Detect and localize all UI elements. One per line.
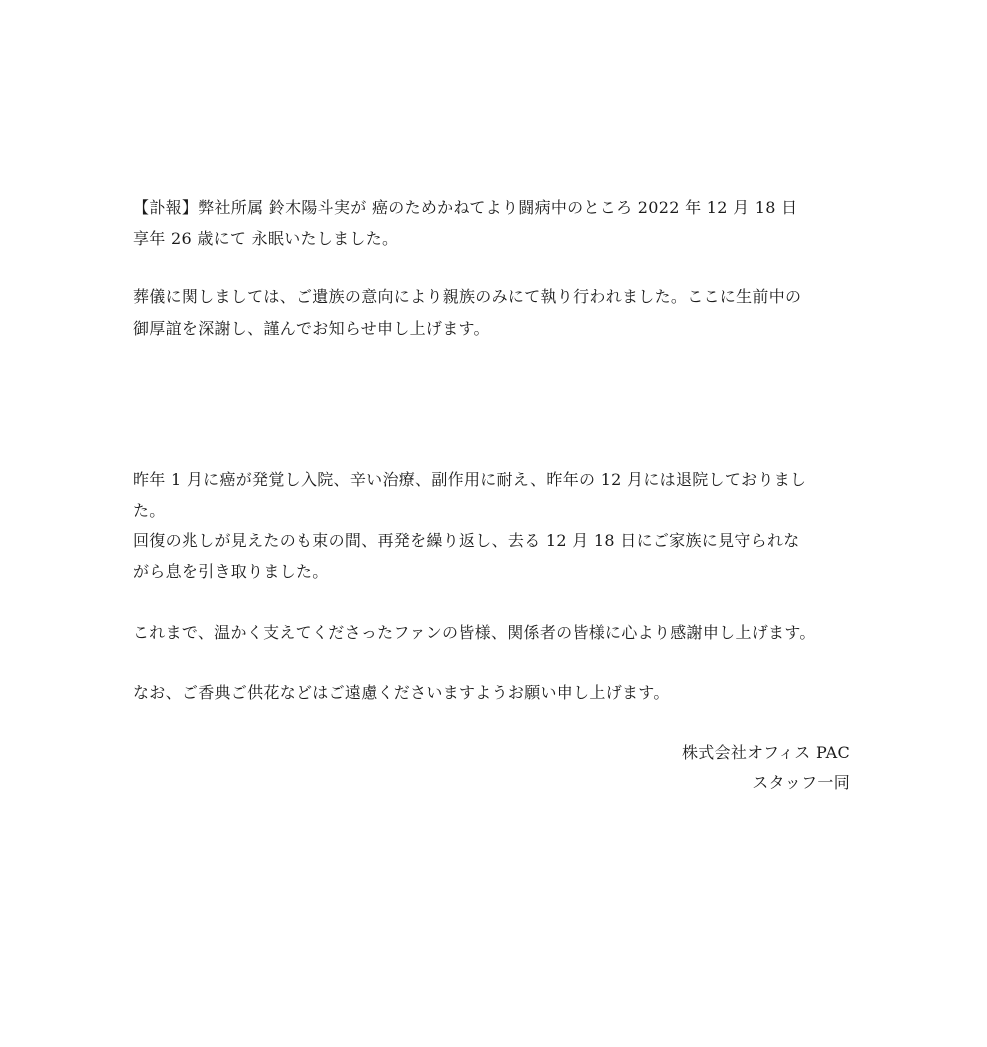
history-line-1: 昨年 1 月に癌が発覚し入院、辛い治療、副作用に耐え、昨年の 12 月には退院しておりまし — [133, 470, 807, 489]
history-line-2: た。 — [133, 501, 166, 520]
history-line-4: がら息を引き取りました。 — [133, 562, 329, 581]
signature-company: 株式会社オフィス PAC — [681, 743, 850, 762]
thanks-line: これまで、温かく支えてくださったファンの皆様、関係者の皆様に心より感謝申し上げます。 — [133, 623, 816, 642]
obituary-line-1: 【訃報】弊社所属 鈴木陽斗実が 癌のためかねてより闘病中のところ 2022 年 12 月 18 日 — [133, 198, 798, 217]
condolence-request-line: なお、ご香典ご供花などはご遠慮くださいますようお願い申し上げます。 — [133, 683, 670, 702]
funeral-line-1: 葬儀に関しましては、ご遺族の意向により親族のみにて執り行われました。ここに生前中の — [133, 287, 802, 306]
funeral-line-2: 御厚誼を深謝し、謹んでお知らせ申し上げます。 — [133, 319, 490, 338]
history-line-3: 回復の兆しが見えたのも束の間、再発を繰り返し、去る 12 月 18 日にご家族に見守られな — [133, 531, 800, 550]
obituary-line-2: 享年 26 歳にて 永眠いたしました。 — [133, 229, 399, 248]
signature-staff: スタッフ一同 — [752, 773, 850, 792]
